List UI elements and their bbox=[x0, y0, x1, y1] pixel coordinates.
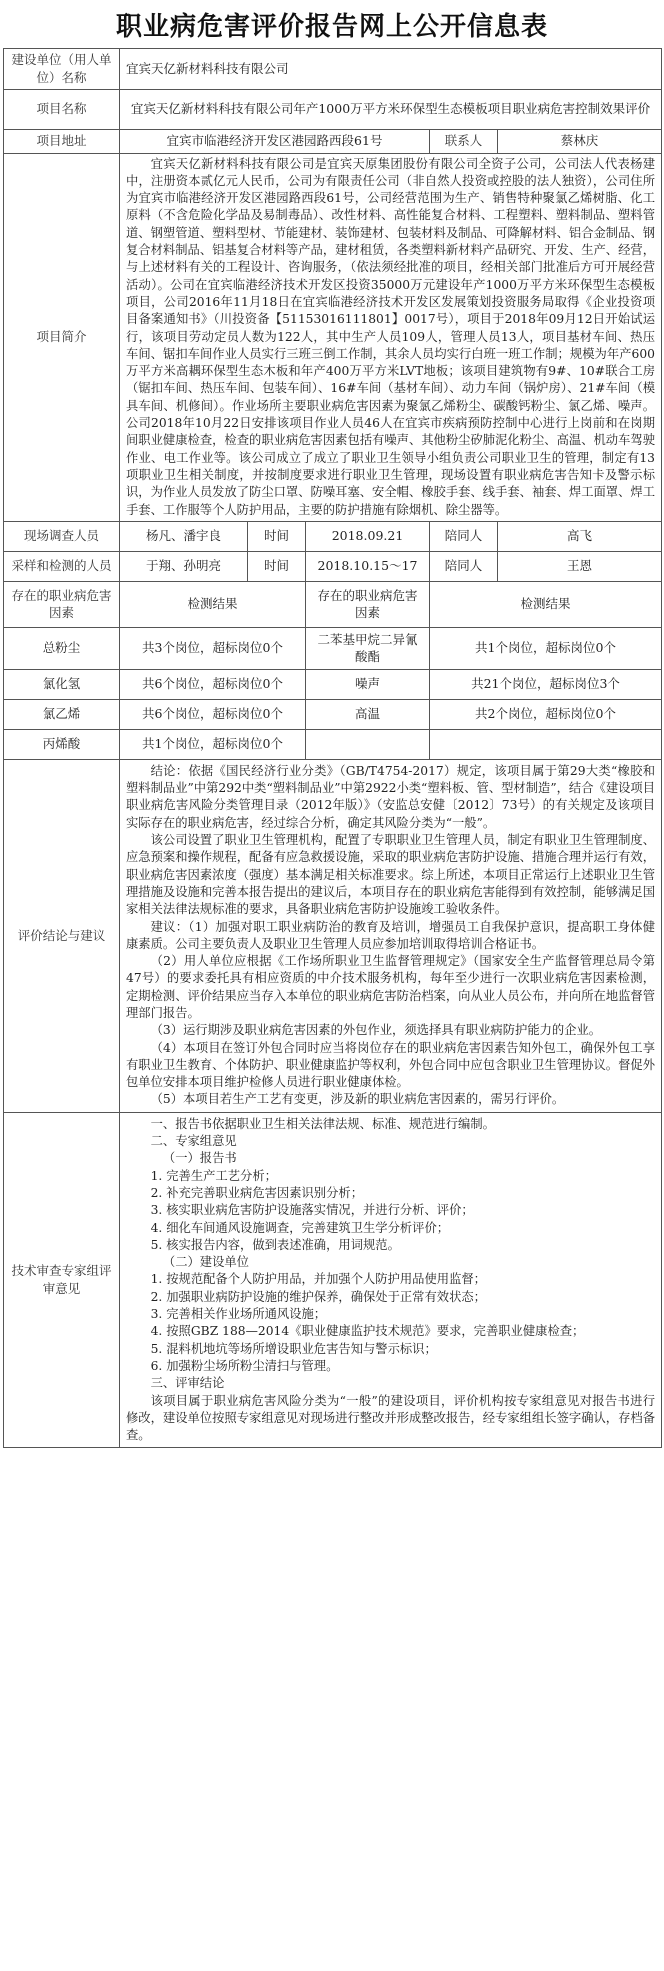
hazard-result: 共6个岗位，超标岗位0个 bbox=[120, 669, 306, 699]
hazard-factor bbox=[306, 729, 430, 759]
hazard-factor-header-2: 存在的职业病危害因素 bbox=[306, 581, 430, 627]
project-name-label: 项目名称 bbox=[4, 89, 120, 129]
conclusion-paragraph: （2）用人单位应根据《工作场所职业卫生监督管理规定》（国家安全生产监督管理总局令第47号）的要求委托具有相应资质的中介技术服务机构，每年至少进行一次职业病危害因素检测，定期检测、评价结果应当存入本单位的职业病危害防治档案，向从业人员公布，并向所在地监督管理部门报告。 bbox=[126, 954, 656, 1020]
hazard-row bbox=[4, 669, 662, 699]
sampling-accompany-label: 陪同人 bbox=[430, 551, 498, 581]
conclusion-label: 评价结论与建议 bbox=[4, 759, 120, 1112]
expert-line: 2. 补充完善职业病危害因素识别分析； bbox=[150, 1185, 363, 1200]
conclusion-paragraph: （5）本项目若生产工艺有变更，涉及新的职业病危害因素的，需另行评价。 bbox=[150, 1092, 565, 1107]
row-project-address bbox=[4, 129, 662, 153]
row-survey bbox=[4, 521, 662, 551]
conclusion-paragraph: 该公司设置了职业卫生管理机构，配置了专职职业卫生管理人员，制定有职业卫生管理制度、应急预案和操作规程，配备有应急救援设施，采取的职业病危害防护设施、措施合理并运行有效，职业病危害因素浓度（强度）基本满足相关标准要求。综上所述，本项目正常运行上述职业卫生管理措施及设施和完善本报告提出的建议后，本项目存在的职业病危害能得到有效控制，能够满足国家相关法律法规标准的要求，具备职业病危害防护设施竣工验收条件。 bbox=[126, 833, 656, 917]
expert-closing: 该项目属于职业病危害风险分类为“一般”的建设项目，评价机构按专家组意见对报告书进行修改，建设单位按照专家组意见对现场进行整改并形成整改报告，经专家组组长签字确认，存档备查。 bbox=[126, 1393, 656, 1443]
address-value: 宜宾市临港经济开发区港园路西段61号 bbox=[120, 129, 430, 153]
hazard-row bbox=[4, 729, 662, 759]
row-unit bbox=[4, 49, 662, 90]
survey-accompany-label: 陪同人 bbox=[430, 521, 498, 551]
expert-line: 一、报告书依据职业卫生相关法律法规、标准、规范进行编制。 bbox=[150, 1116, 495, 1131]
sampling-time-label: 时间 bbox=[248, 551, 306, 581]
expert-line: 4. 细化车间通风设施调查，完善建筑卫生学分析评价； bbox=[150, 1220, 450, 1235]
expert-line: 5. 混料机地坑等场所增设职业危害告知与警示标识； bbox=[150, 1341, 437, 1356]
hazard-row bbox=[4, 627, 662, 669]
hazard-result-header-1: 检测结果 bbox=[120, 581, 306, 627]
row-project-name bbox=[4, 89, 662, 129]
expert-line: 2. 加强职业病防护设施的维护保养，确保处于正常有效状态； bbox=[150, 1289, 486, 1304]
sampling-time: 2018.10.15～17 bbox=[306, 551, 430, 581]
hazard-factor: 二苯基甲烷二异氰酸酯 bbox=[306, 627, 430, 669]
hazard-factor: 氯乙烯 bbox=[4, 699, 120, 729]
info-table bbox=[3, 48, 662, 1448]
address-label: 项目地址 bbox=[4, 129, 120, 153]
conclusion-paragraph: 建议：（1）加强对职工职业病防治的教育及培训，增强员工自我保护意识，提高职工身体健康素质。公司主要负责人及职业卫生管理人员应参加培训取得培训合格证书。 bbox=[126, 919, 656, 951]
conclusion-paragraph: （4）本项目在签订外包合同时应当将岗位存在的职业病危害因素告知外包工，确保外包工享有职业卫生教育、个体防护、职业健康监护等权利，外包合同中应包含职业卫生管理协议。督促外包单位安排本项目维护检修人员进行职业健康体检。 bbox=[126, 1040, 656, 1090]
hazard-result: 共21个岗位，超标岗位3个 bbox=[430, 669, 662, 699]
expert-line: 6. 加强粉尘场所粉尘清扫与管理。 bbox=[150, 1358, 339, 1373]
page-title: 职业病危害评价报告网上公开信息表 bbox=[115, 12, 548, 42]
survey-accompany: 高飞 bbox=[498, 521, 662, 551]
sampling-label: 采样和检测的人员 bbox=[4, 551, 120, 581]
expert-line: （一）报告书 bbox=[162, 1151, 237, 1166]
expert-line: 3. 核实职业病危害防护设施落实情况，并进行分析、评价； bbox=[150, 1203, 474, 1218]
contact-value: 蔡林庆 bbox=[498, 129, 662, 153]
expert-line: 1. 完善生产工艺分析； bbox=[150, 1168, 277, 1183]
row-expert bbox=[4, 1112, 662, 1448]
hazard-result: 共1个岗位，超标岗位0个 bbox=[120, 729, 306, 759]
hazard-result: 共3个岗位，超标岗位0个 bbox=[120, 627, 306, 669]
hazard-factor: 高温 bbox=[306, 699, 430, 729]
survey-names: 杨凡、潘宇良 bbox=[120, 521, 248, 551]
hazard-factor: 噪声 bbox=[306, 669, 430, 699]
expert-line: 三、评审结论 bbox=[150, 1376, 225, 1391]
hazard-result-header-2: 检测结果 bbox=[430, 581, 662, 627]
hazard-result: 共1个岗位，超标岗位0个 bbox=[430, 627, 662, 669]
hazard-factor: 总粉尘 bbox=[4, 627, 120, 669]
conclusion-paragraph: 结论：依据《国民经济行业分类》（GB/T4754-2017）规定，该项目属于第29大类“橡胶和塑料制品业”中第292中类“塑料制品业”中第2922小类“塑料板、管、型材制造”，结合《建设项目职业病危害风险分类管理目录（2012年版）》（安监总安健〔2012〕73号）的有关规定及该项目实际存在的职业病危害，经过综合分析，确定其风险分类为“一般”。 bbox=[126, 763, 656, 830]
expert-line: 1. 按规范配备个人防护用品，并加强个人防护用品使用监督； bbox=[150, 1272, 486, 1287]
contact-label: 联系人 bbox=[430, 129, 498, 153]
row-project-intro bbox=[4, 153, 662, 521]
conclusion-paragraph: （3）运行期涉及职业病危害因素的外包作业，须选择具有职业病防护能力的企业。 bbox=[150, 1023, 602, 1038]
hazard-row bbox=[4, 699, 662, 729]
unit-value: 宜宾天亿新材料科技有限公司 bbox=[120, 49, 662, 90]
survey-label: 现场调查人员 bbox=[4, 521, 120, 551]
hazard-result: 共2个岗位，超标岗位0个 bbox=[430, 699, 662, 729]
row-hazard-header bbox=[4, 581, 662, 627]
hazard-result bbox=[430, 729, 662, 759]
expert-line: （二）建设单位 bbox=[162, 1255, 249, 1270]
hazard-result: 共6个岗位，超标岗位0个 bbox=[120, 699, 306, 729]
sampling-accompany: 王恩 bbox=[498, 551, 662, 581]
expert-line: 3. 完善相关作业场所通风设施； bbox=[150, 1307, 327, 1322]
project-name-value: 宜宾天亿新材料科技有限公司年产1000万平方米环保型生态模板项目职业病危害控制效果评价 bbox=[120, 89, 662, 129]
sampling-names: 于翔、孙明亮 bbox=[120, 551, 248, 581]
row-conclusion bbox=[4, 759, 662, 1112]
hazard-factor: 氯化氢 bbox=[4, 669, 120, 699]
expert-line: 5. 核实报告内容，做到表述准确，用词规范。 bbox=[150, 1237, 400, 1252]
expert-line: 4. 按照GBZ 188—2014《职业健康监护技术规范》要求，完善职业健康检查； bbox=[150, 1324, 585, 1339]
row-sampling bbox=[4, 551, 662, 581]
expert-label: 技术审查专家组评审意见 bbox=[4, 1112, 120, 1448]
intro-label: 项目简介 bbox=[4, 153, 120, 521]
intro-text: 宜宾天亿新材料科技有限公司是宜宾天原集团股份有限公司全资子公司，公司法人代表杨建中，注册资本贰亿元人民币，公司为有限责任公司（非自然人投资或控股的法人独资），公司住所为宜宾市临港经济开发区港园路西段61号，公司经营范围为生产、销售特种聚氯乙烯树脂、化工原料（不含危险化学品及易制毒品）、改性材料、高性能复合材料、工程塑料、塑料制品、塑料管道、钢塑管道、塑料型材、节能建材、装饰建材、包装材料及制品、可降解材料、铝合金制品、钢复合材料制品、铝基复合材料等产品，建材租赁，各类塑料新材料产品研究、开发、生产、经营，与上述材料有关的工程设计、咨询服务，（依法须经批准的项目，经相关部门批准后方可开展经营活动）。公司在宜宾临港经济技术开发区投资35000万元建设年产1000万平方米环保型生态模板项目，公司2016年11月18日在宜宾临港经济技术开发区发展策划投资服务局取得《企业投资项目备案通知书》（川投资备【51153016111801】0017号），项目于2018年09月12日开始试运行，该项目劳动定员人数为122人，其中生产人员109人，管理人员13人，项目基材车间、热压车间、锯扣车间作业人员实行三班三倒工作制，其余人员均实行白班一班工作制；规模为年产600万平方米高耦环保型生态木板和年产400万平方米LVT地板；该项目建筑物有9#、10#联合工房（锯扣车间、热压车间、包装车间）、16#车间（基材车间）、动力车间（锅炉房）、21#车间（模具车间、机修间）。作业场所主要职业病危害因素为聚氯乙烯粉尘、碳酸钙粉尘、氯乙烯、噪声。公司2018年10月22日安排该项目作业人员46人在宜宾市疾病预防控制中心进行上岗前和在岗期间职业健康检查，检查的职业病危害因素包括有噪声、其他粉尘矽肺泥化粉尘、高温、机动车驾驶作业、电工作业等。该公司成立了成立了职业卫生领导小组负责公司职业卫生的管理，制定有13项职业卫生相关制度，并按制度要求进行职业卫生管理，现场设置有职业病危害告知卡及警示标识，为作业人员发放了防尘口罩、防噪耳塞、安全帽、橡胶手套、线手套、袖套、焊工面罩、焊工手套、工作服等个人防护用品，主要的防护措施有除烟机、除尘器等。 bbox=[126, 156, 656, 517]
survey-time-label: 时间 bbox=[248, 521, 306, 551]
expert-line: 二、专家组意见 bbox=[150, 1134, 237, 1149]
unit-label: 建设单位（用人单位）名称 bbox=[4, 49, 120, 90]
hazard-factor: 丙烯酸 bbox=[4, 729, 120, 759]
hazard-factor-header-1: 存在的职业病危害因素 bbox=[4, 581, 120, 627]
survey-time: 2018.09.21 bbox=[306, 521, 430, 551]
